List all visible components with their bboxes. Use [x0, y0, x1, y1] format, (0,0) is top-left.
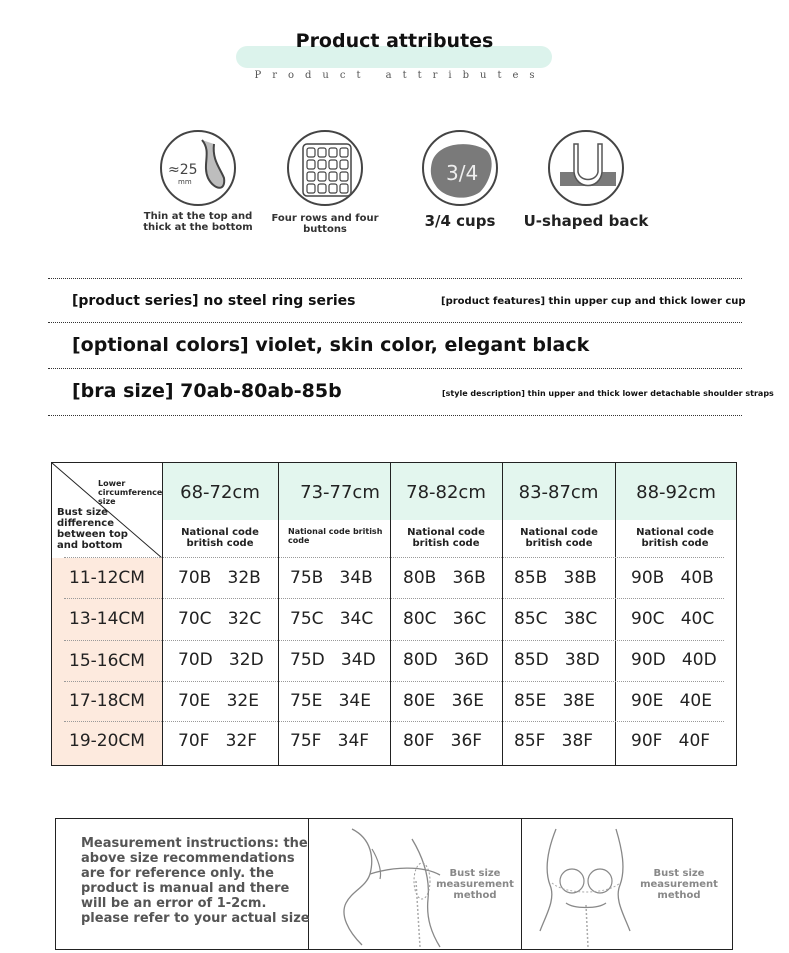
- svg-text:mm: mm: [178, 178, 192, 186]
- size-cell: 70F 32F: [178, 731, 258, 751]
- range-header: 88-92cm: [636, 482, 716, 503]
- size-cell: 70B 32B: [178, 568, 261, 588]
- size-cell: 70E 32E: [178, 691, 259, 711]
- hook-button: [307, 148, 315, 157]
- size-cell: 70D 32D: [178, 650, 264, 670]
- range-header: 73-77cm: [300, 482, 380, 503]
- hook-button: [340, 148, 348, 157]
- hook-button: [340, 172, 348, 181]
- bust-size: 19-20CM: [69, 731, 145, 751]
- attribute-label: Four rows and four buttons: [271, 213, 379, 235]
- corner-bottom-label: Bust size difference between top and bottom: [57, 507, 128, 551]
- hook-button: [318, 148, 326, 157]
- divider: [48, 278, 742, 279]
- range-header: 83-87cm: [518, 482, 599, 503]
- page-subtitle: Product attributes: [254, 70, 546, 81]
- code-label: National code british code: [520, 527, 598, 549]
- size-cell: 75D 34D: [290, 650, 376, 670]
- size-cell: 85D 38D: [514, 650, 600, 670]
- hook-button: [329, 148, 337, 157]
- hook-button: [329, 184, 337, 193]
- divider: [48, 415, 742, 416]
- size-cell: 75C 34C: [290, 609, 374, 629]
- attribute-back: [520, 130, 652, 230]
- size-cell: 75E 34E: [290, 691, 371, 711]
- spec-colors: [optional colors] violet, skin color, elegant black: [72, 334, 590, 356]
- size-cell: 70C 32C: [178, 609, 262, 629]
- svg-text:≈25: ≈25: [168, 162, 198, 178]
- u-back-icon: [548, 130, 624, 206]
- size-cell: 75B 34B: [290, 568, 373, 588]
- attribute-thickness: [140, 130, 256, 233]
- hook-button: [307, 172, 315, 181]
- size-cell: 85B 38B: [514, 568, 597, 588]
- measurement-instructions: Measurement instructions: the above size recommendations are for reference only. the product is manual and there will be an error of 1-2cm. please refer to your actual size: [81, 836, 310, 926]
- range-header: 78-82cm: [406, 482, 486, 503]
- spec-style: [style description] thin upper and thick lower detachable shoulder straps: [442, 389, 774, 398]
- three-quarter-cup-icon: [422, 130, 498, 206]
- measurement-label-2: Bust size measurement method: [640, 868, 718, 901]
- page-title: Product attributes: [295, 30, 494, 52]
- hook-button: [307, 184, 315, 193]
- code-label: National code british code: [288, 527, 383, 545]
- attribute-label: Thin at the top and thick at the bottom: [143, 211, 253, 233]
- size-cell: 90F 40F: [631, 731, 711, 751]
- attribute-buttons: [266, 130, 384, 235]
- spec-series: [product series] no steel ring series: [72, 293, 356, 309]
- hook-buttons-icon: [287, 130, 363, 206]
- attribute-label: U-shaped back: [523, 212, 649, 230]
- hook-button: [340, 184, 348, 193]
- hook-button: [307, 160, 315, 169]
- spec-size: [bra size] 70ab-80ab-85b: [72, 380, 342, 402]
- bust-size: 15-16CM: [69, 651, 145, 671]
- hook-button: [318, 184, 326, 193]
- size-cell: 90E 40E: [631, 691, 712, 711]
- hook-button: [329, 160, 337, 169]
- code-label: National code british code: [181, 527, 259, 549]
- size-cell: 90C 40C: [631, 609, 715, 629]
- hook-button: [318, 172, 326, 181]
- corner-top-label: Lower circumference size: [98, 479, 163, 506]
- hook-button: [329, 172, 337, 181]
- attribute-cups: [400, 130, 520, 230]
- code-label: National code british code: [636, 527, 714, 549]
- range-header: 68-72cm: [180, 482, 260, 503]
- bust-size: 17-18CM: [69, 691, 145, 711]
- divider: [48, 368, 742, 369]
- size-cell: 85C 38C: [514, 609, 598, 629]
- size-table: [51, 462, 737, 766]
- measure-figure-front-icon: [526, 819, 646, 949]
- attribute-label: 3/4 cups: [424, 212, 496, 230]
- svg-text:3/4: 3/4: [446, 161, 479, 185]
- code-label: National code british code: [407, 527, 485, 549]
- hook-button: [318, 160, 326, 169]
- size-cell: 85E 38E: [514, 691, 595, 711]
- size-cell: 75F 34F: [290, 731, 370, 751]
- size-cell: 80E 36E: [403, 691, 484, 711]
- size-cell: 80D 36D: [403, 650, 489, 670]
- size-cell: 85F 38F: [514, 731, 594, 751]
- size-cell: 80F 36F: [403, 731, 483, 751]
- bust-size: 11-12CM: [69, 568, 145, 588]
- size-cell: 80C 36C: [403, 609, 487, 629]
- hook-button: [340, 160, 348, 169]
- measurement-label-1: Bust size measurement method: [436, 868, 514, 901]
- divider: [48, 322, 742, 323]
- measurement-panel: [55, 818, 733, 950]
- cup-thickness-icon: [160, 130, 236, 206]
- bust-size: 13-14CM: [69, 609, 145, 629]
- size-cell: 90D 40D: [631, 650, 717, 670]
- size-cell: 80B 36B: [403, 568, 486, 588]
- spec-features: [product features] thin upper cup and thick lower cup: [441, 296, 746, 307]
- size-cell: 90B 40B: [631, 568, 714, 588]
